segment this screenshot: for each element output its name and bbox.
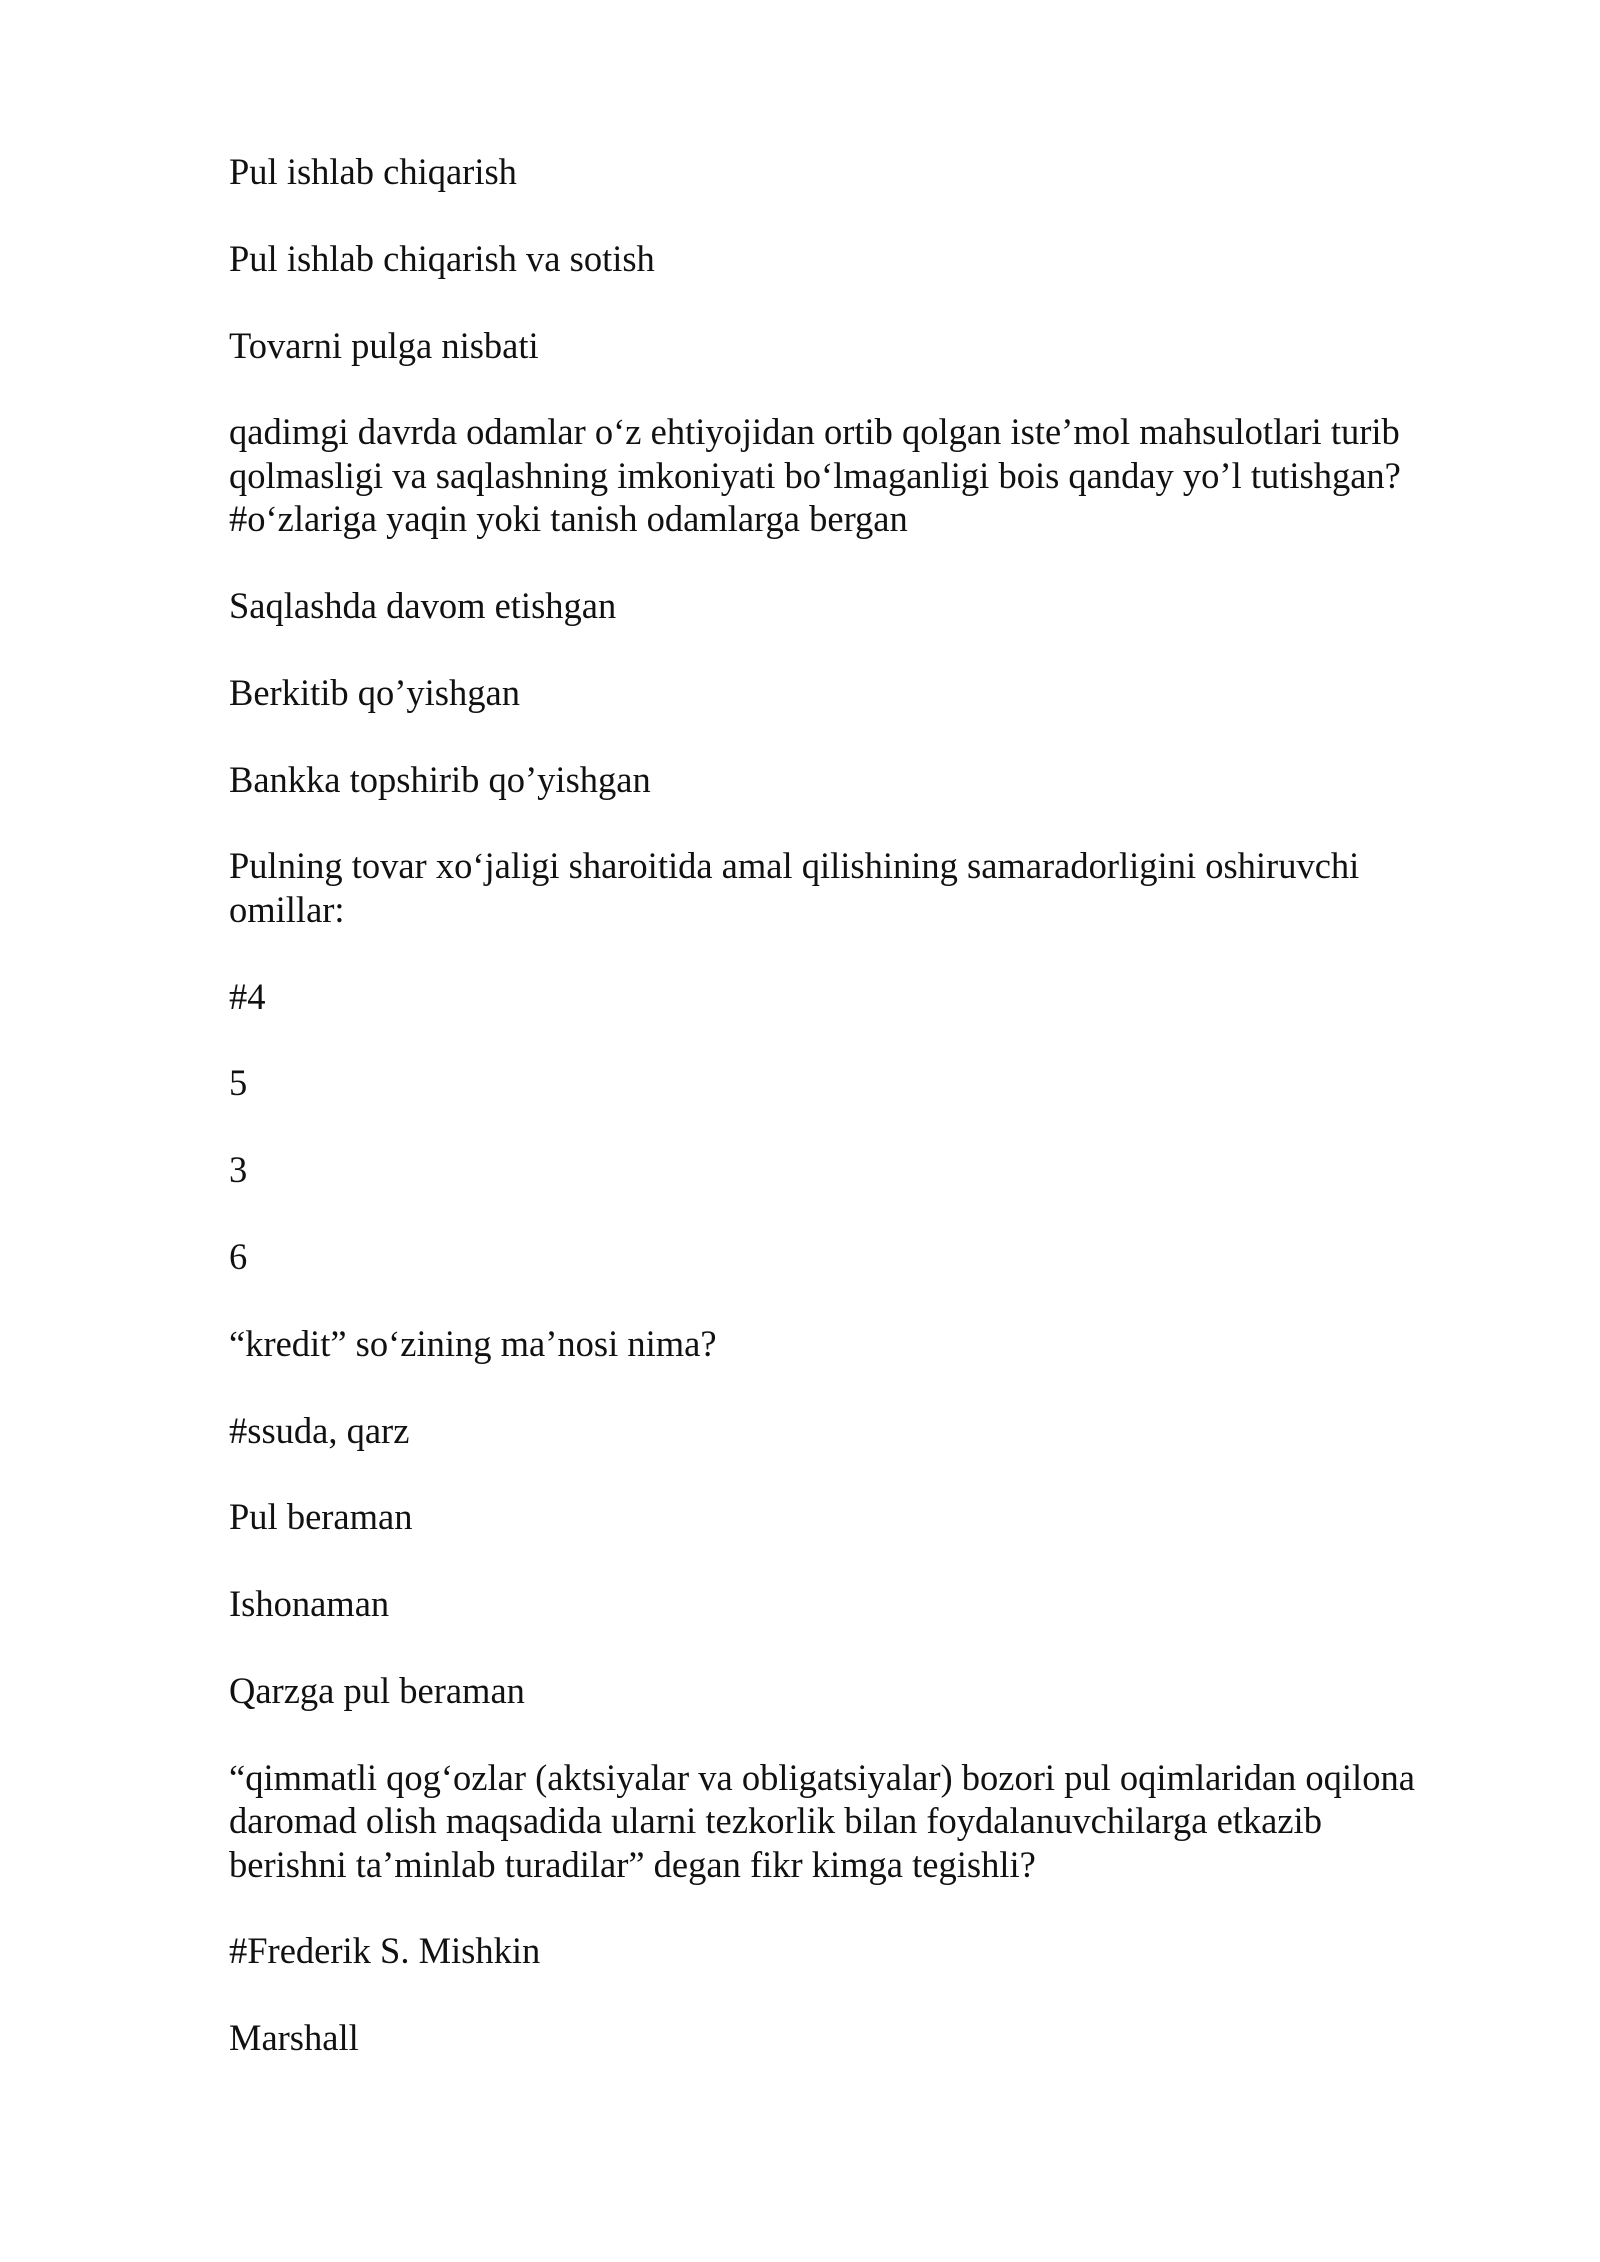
paragraph: 5 <box>229 1062 248 1104</box>
paragraph: #4 <box>229 975 266 1017</box>
paragraph: Bankka topshirib qo’yishgan <box>229 758 651 800</box>
paragraph: 6 <box>229 1235 248 1277</box>
question-paragraph: “qimmatli qog‘ozlar (aktsiyalar va obligatsiyalar) bozori pul oqimlaridan oqilona daromad olish maqsadida ularni tezkorlik bilan foydalanuvchilarga etkazib berishni ta’minlab turadilar” degan fikr kimga tegishli? <box>229 1756 1415 1885</box>
paragraph: Qarzga pul beraman <box>229 1669 525 1711</box>
paragraph: #Frederik S. Mishkin <box>229 1930 541 1972</box>
paragraph: Tovarni pulga nisbati <box>229 324 539 366</box>
paragraph: Pul beraman <box>229 1496 413 1538</box>
paragraph: Pul ishlab chiqarish <box>229 151 517 192</box>
question-paragraph: qadimgi davrda odamlar o‘z ehtiyojidan ortib qolgan iste’mol mahsulotlari turib qolmasligi va saqlashning imkoniyati bo‘lmaganligi bois qanday yo’l tutishgan? #o‘zlariga yaqin yoki tanish odamlarga bergan <box>229 411 1401 540</box>
question-paragraph: “kredit” so‘zining ma’nosi nima? <box>229 1322 717 1364</box>
paragraph: #ssuda, qarz <box>229 1409 410 1451</box>
paragraph: Berkitib qo’yishgan <box>229 671 520 713</box>
question-paragraph: Pulning tovar xo‘jaligi sharoitida amal qilishining samaradorligini oshiruvchi omillar: <box>229 845 1360 930</box>
paragraph: Marshall <box>229 2017 359 2059</box>
paragraph: Pul ishlab chiqarish va sotish <box>229 237 655 279</box>
paragraph: Saqlashda davom etishgan <box>229 585 617 626</box>
document-body <box>229 150 1469 2103</box>
paragraph: 3 <box>229 1149 248 1191</box>
paragraph: Ishonaman <box>229 1583 390 1625</box>
